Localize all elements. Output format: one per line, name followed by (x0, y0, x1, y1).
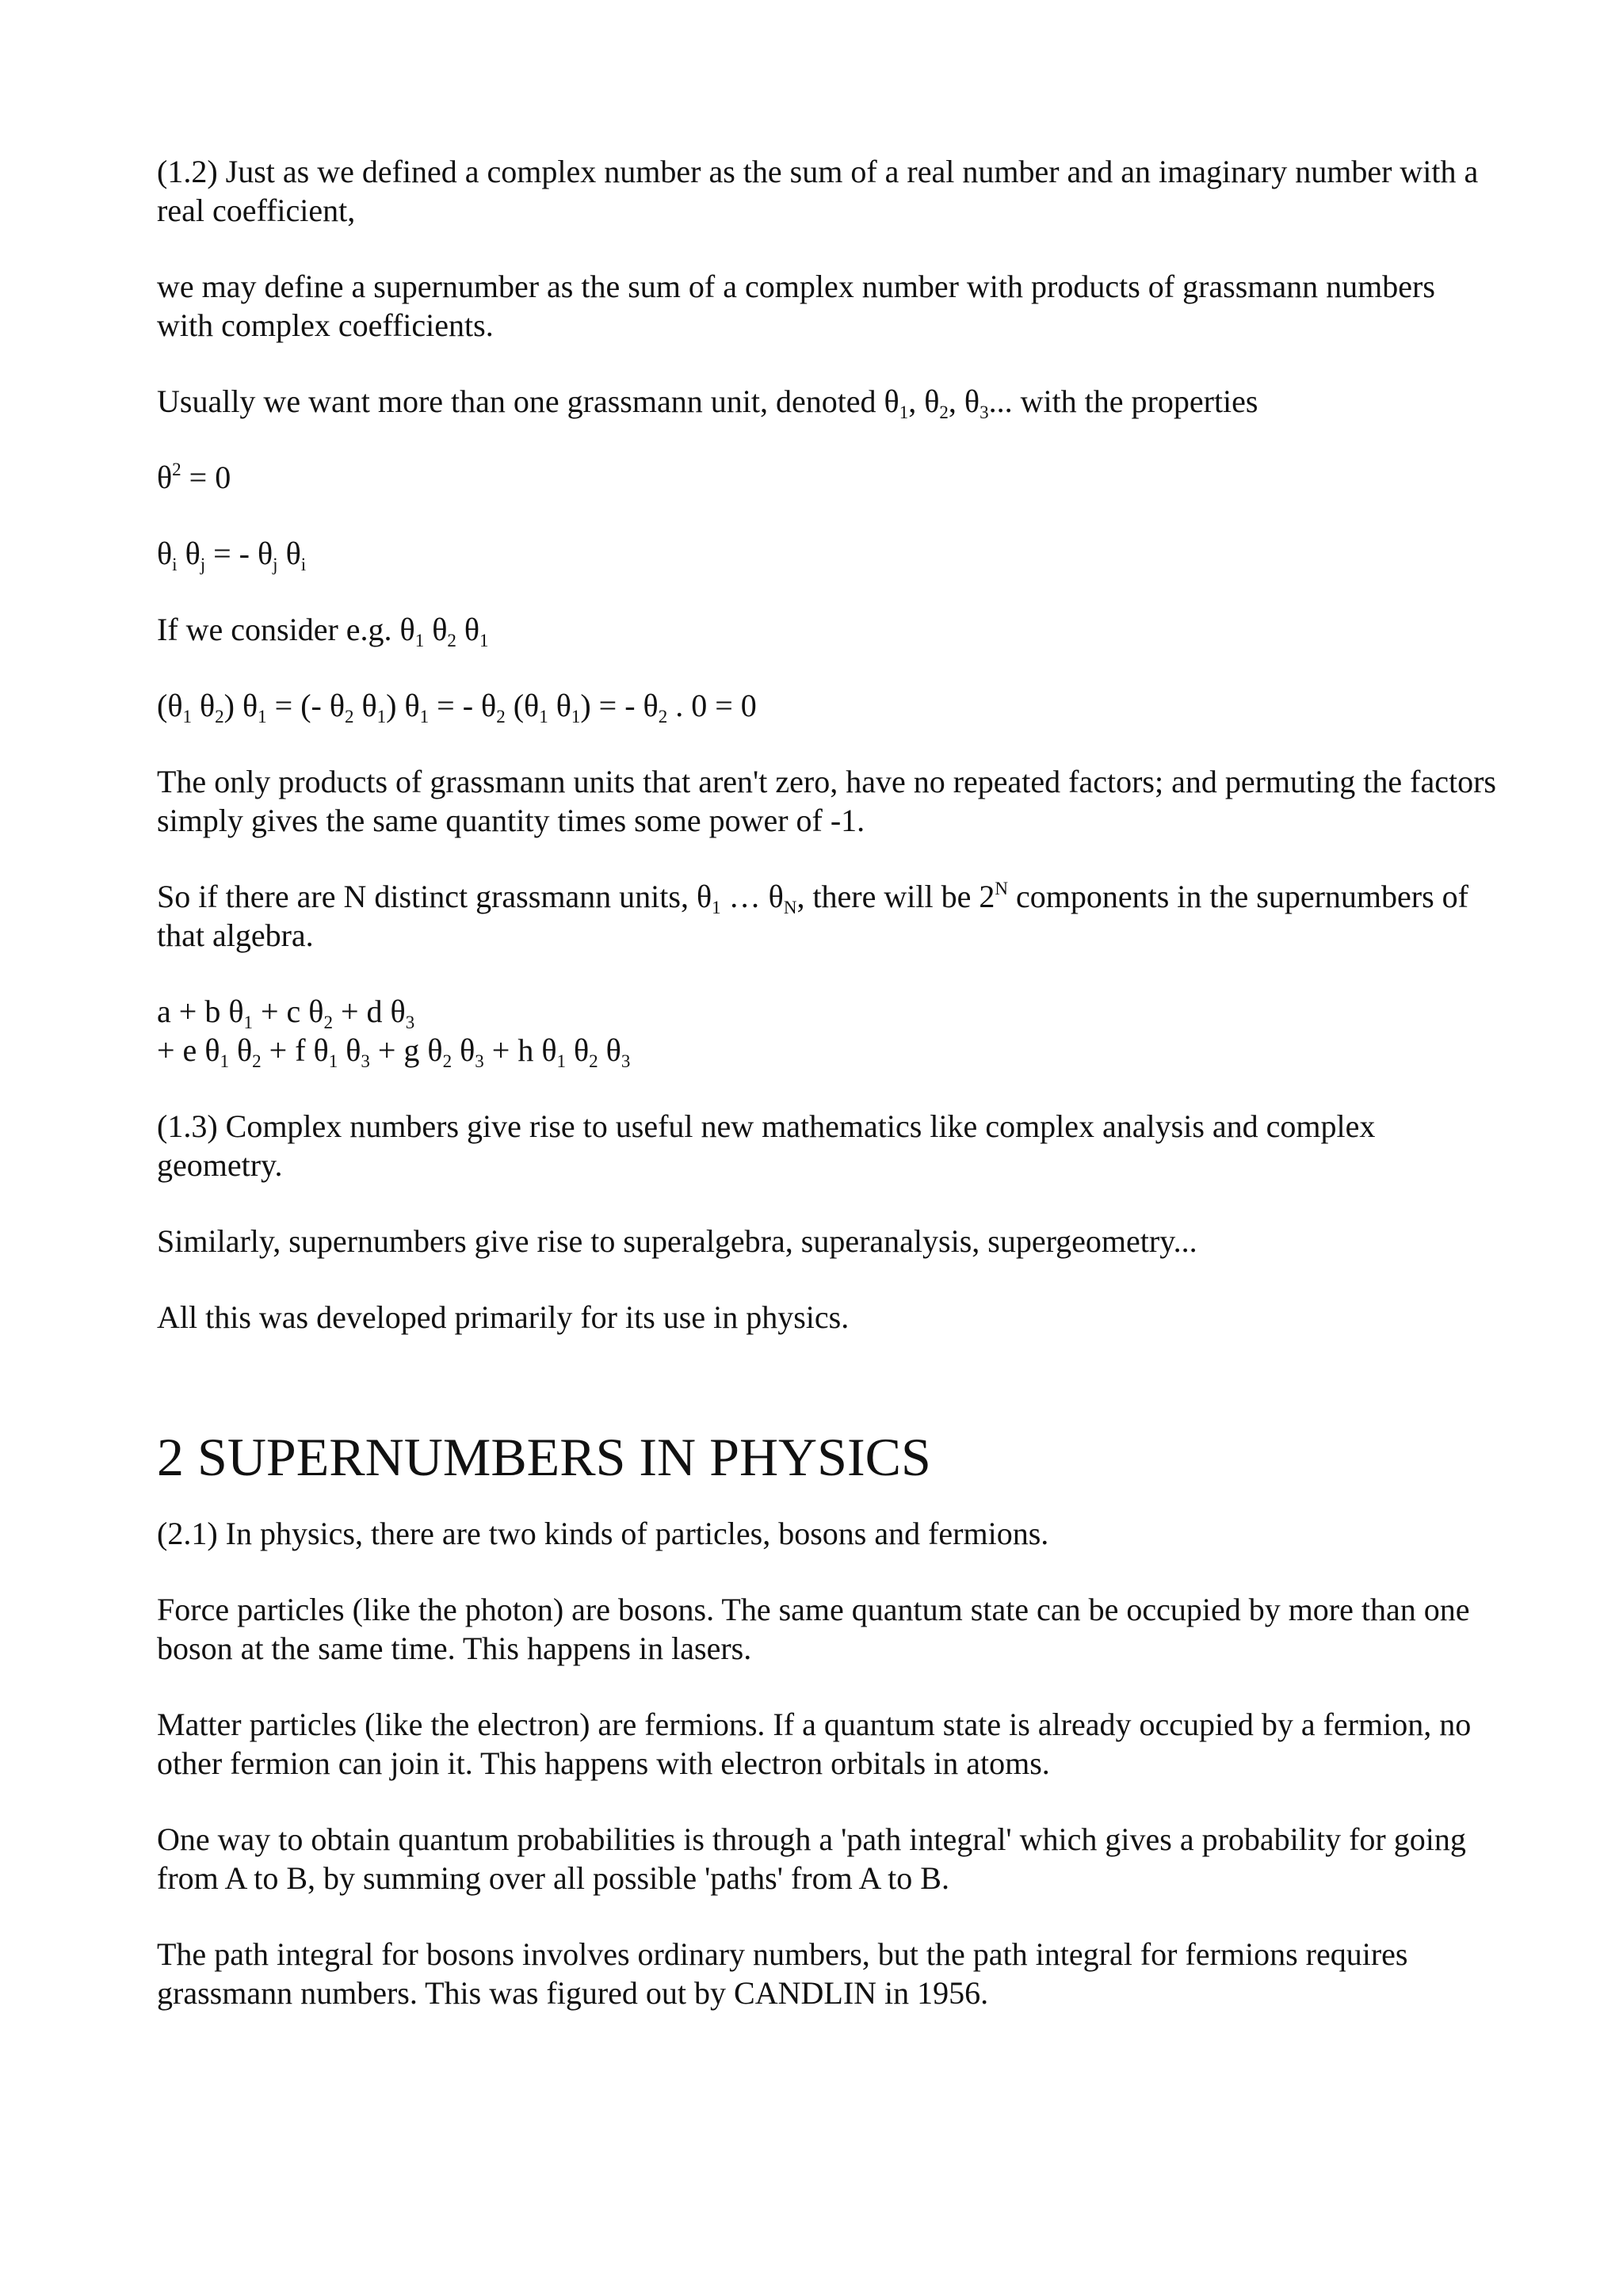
paragraph-consider-example: If we consider e.g. $\theta_1$ $\theta_2$ $\theta_1$ (157, 612, 489, 650)
equation-theta-squared: $\theta^2 = 0$ (157, 460, 231, 495)
paragraph-1-3: (1.3) Complex numbers give rise to useful new mathematics like complex analysis and complex geometry. (157, 1108, 1376, 1183)
paragraph-nonzero-products: The only products of grassmann units that aren't zero, have no repeated factors; and permuting the factors simply gives the same quantity times some power of -1. (157, 764, 1496, 838)
expression-line-2: + e $\theta_1$ $\theta_2 + f$ $\theta_1$ $\theta_3 + g$ $\theta_2$ $\theta_3 + h$ $\theta_1$ $\theta_2$ $\theta_3$ (157, 1032, 631, 1071)
paragraph-fermions: Matter particles (like the electron) are fermions. If a quantum state is already occupied by a fermion, no other fermion can join it. This happens with electron orbitals in atoms. (157, 1707, 1472, 1781)
paragraph-grassmann-units: Usually we want more than one grassmann unit, denoted $\theta_1$, $\theta_2$, $\theta_3$... with the properties (157, 383, 1258, 422)
paragraph-physics-use: All this was developed primarily for its use in physics. (157, 1299, 850, 1335)
paragraph-supernumber-definition: we may define a supernumber as the sum of a complex number with products of grassmann numbers with complex coefficients. (157, 269, 1435, 343)
paragraph-1-2: (1.2) Just as we defined a complex number as the sum of a real number and an imaginary number with a real coefficient, (157, 154, 1479, 228)
paragraph-similarly: Similarly, supernumbers give rise to superalgebra, superanalysis, supergeometry... (157, 1223, 1197, 1259)
paragraph-n-units: So if there are N distinct grassmann units, $\theta_1$ … $\theta_N$, there will be $2^N$ components in the supernumbers of that algebra. (157, 879, 1468, 953)
paragraph-bosons: Force particles (like the photon) are bosons. The same quantum state can be occupied by more than one boson at the same time. This happens in lasers. (157, 1592, 1470, 1666)
paragraph-candlin: The path integral for bosons involves ordinary numbers, but the path integral for fermions requires grassmann numbers. This was figured out by CANDLIN in 1956. (157, 1936, 1408, 2011)
equation-derivation: ($\theta_1$ $\theta_2$) $\theta_1$ = (- $\theta_2$ $\theta_1$) $\theta_1$ = - $\theta_2$ ($\theta_1$ $\theta_1$) = - $\theta_2$ . 0 = 0 (157, 688, 757, 727)
equation-anticommutation: $\theta_i$ $\theta_j$ = - $\theta_j$ $\theta_i$ (157, 536, 307, 574)
paragraph-2-1: (2.1) In physics, there are two kinds of particles, bosons and fermions. (157, 1516, 1049, 1551)
document-page (157, 152, 1496, 2012)
supernumber-expression (157, 992, 1496, 1070)
section-heading-supernumbers-physics: 2 SUPERNUMBERS IN PHYSICS (157, 1427, 931, 1487)
paragraph-path-integral: One way to obtain quantum probabilities is through a 'path integral' which gives a probability for going from A to B, by summing over all possible 'paths' from A to B. (157, 1821, 1466, 1896)
expression-line-1: a + b $\theta_1 + c$ $\theta_2 + d$ $\theta_3$ (157, 994, 415, 1032)
